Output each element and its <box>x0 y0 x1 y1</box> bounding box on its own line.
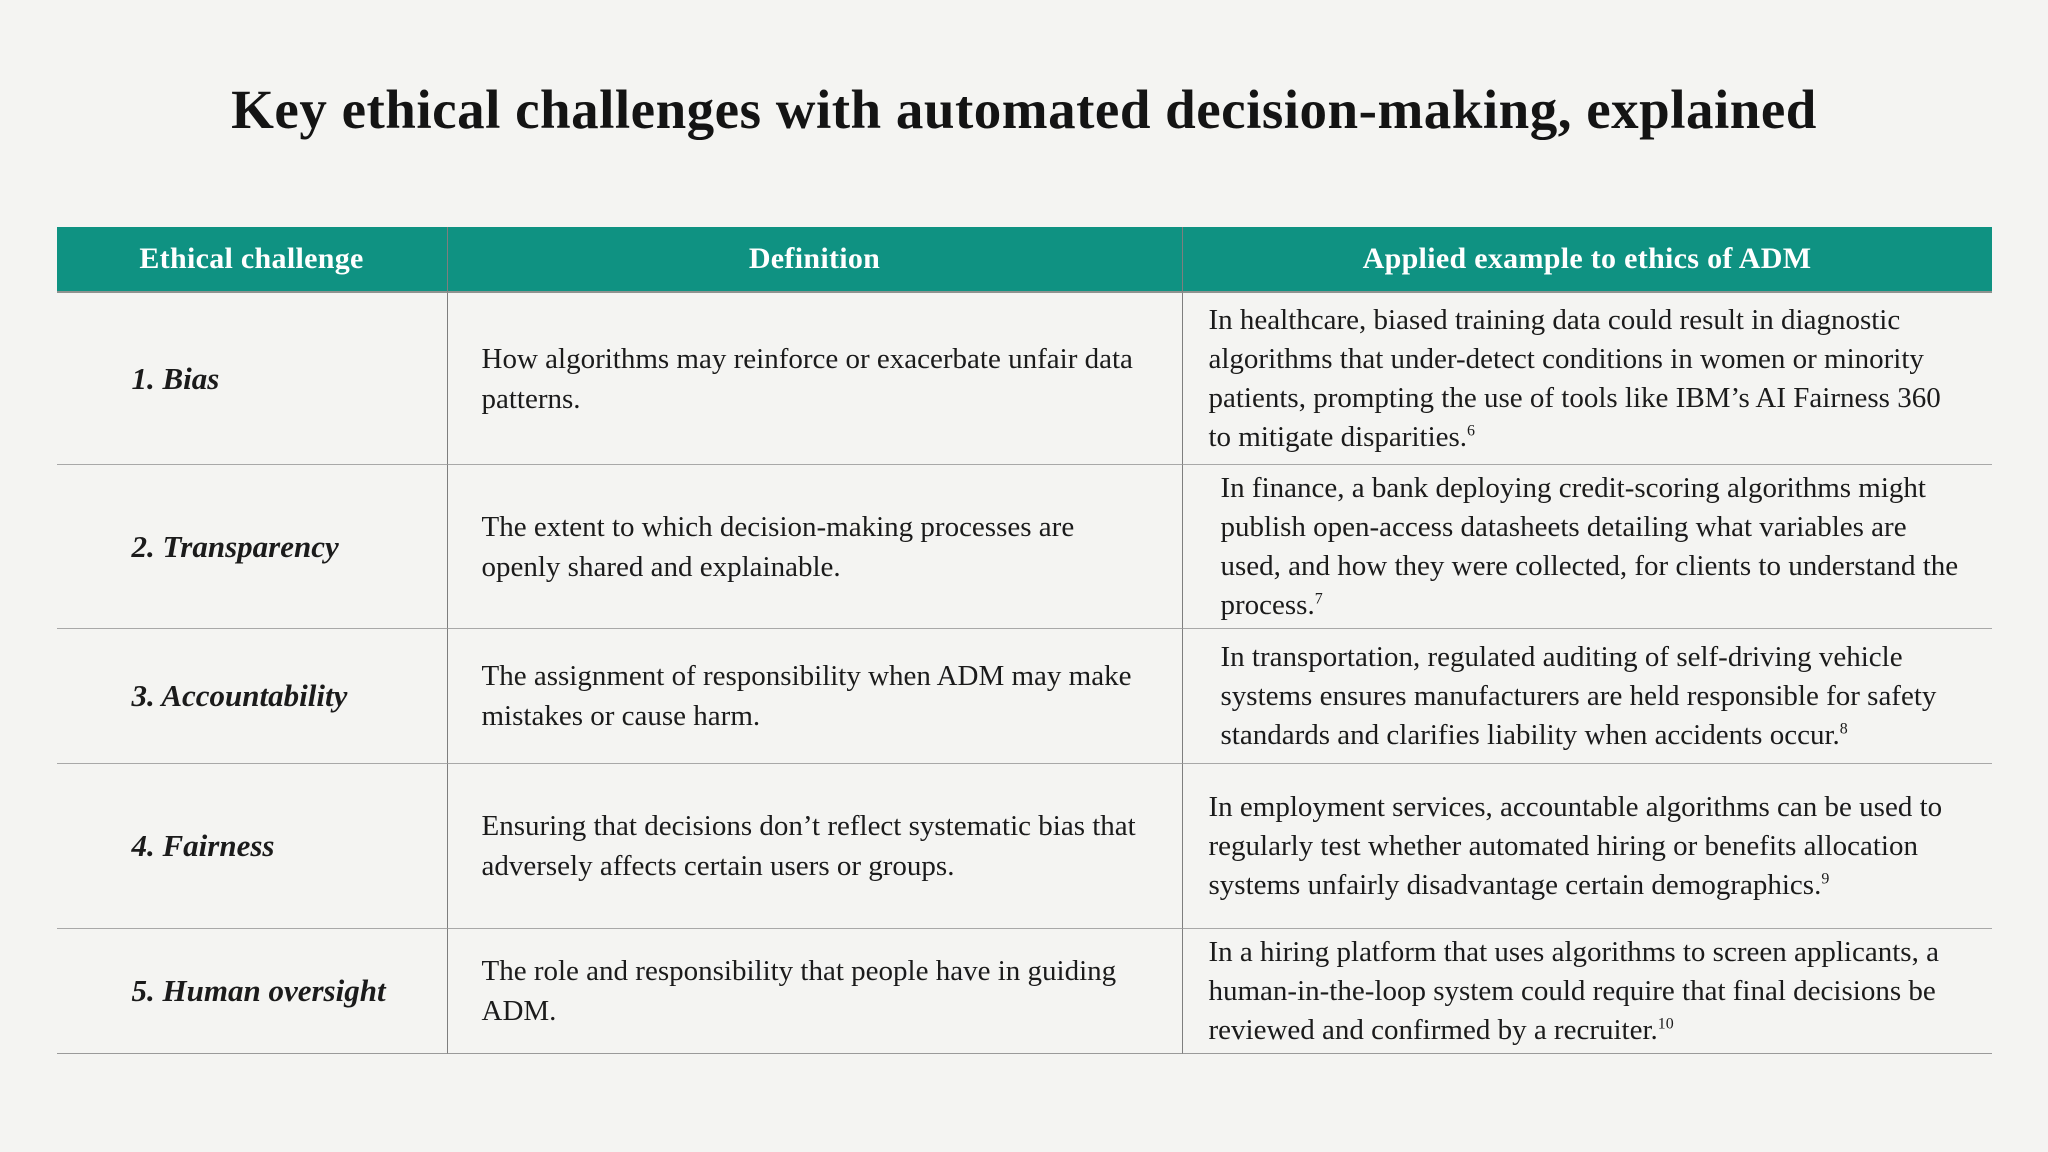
definition-text: The role and responsibility that people have in guiding ADM. <box>481 955 1117 1028</box>
row-accountability-example <box>1182 628 1992 763</box>
example-text: In healthcare, biased training data could result in diagnostic algorithms that under-detect conditions in women or minority patients, prompting the use of tools like IBM’s AI Fairness 360 to mitigate disparities.$^6$ <box>1208 304 1941 453</box>
example-text: In a hiring platform that uses algorithms to screen applicants, a human-in-the-loop system could require that final decisions be reviewed and confirmed by a recruiter.$^{10}$ <box>1208 935 1939 1046</box>
definition-text: Ensuring that decisions don’t reflect systematic bias that adversely affects certain users or groups. <box>481 810 1136 883</box>
page-title: Key ethical challenges with automated decision-making, explained <box>231 79 1817 140</box>
footnote-ref: 7 <box>1314 589 1323 607</box>
row-fairness-definition <box>447 763 1182 928</box>
example-text: In employment services, accountable algorithms can be used to regularly test whether automated hiring or benefits allocation systems unfairly disadvantage certain demographics.$^9$ <box>1208 790 1943 901</box>
row-human-oversight-example <box>1182 928 1992 1054</box>
example-text: In transportation, regulated auditing of self-driving vehicle systems ensures manufacturers are held responsible for safety standards and clarifies liability when accidents occur.$^8$ <box>1220 640 1937 751</box>
row-bias-example <box>1182 293 1992 464</box>
row-accountability-definition <box>447 628 1182 763</box>
column-header-ethical-challenge: Ethical challenge <box>57 227 447 293</box>
example-text: In finance, a bank deploying credit-scoring algorithms might publish open-access datasheets detailing what variables are used, and how they were collected, for clients to understand the process.$^7$ <box>1220 472 1959 621</box>
footnote-ref: 10 <box>1657 1015 1674 1033</box>
definition-text: The assignment of responsibility when ADM may make mistakes or cause harm. <box>481 660 1132 733</box>
footnote-ref: 9 <box>1821 870 1830 888</box>
column-header-definition: Definition <box>447 227 1182 293</box>
row-transparency-label: 2. Transparency <box>57 464 447 628</box>
row-transparency-definition <box>447 464 1182 628</box>
ethical-challenges-table <box>57 227 1992 1054</box>
column-header-applied-example: Applied example to ethics of ADM <box>1182 227 1992 293</box>
row-fairness-example <box>1182 763 1992 928</box>
footnote-ref: 6 <box>1467 421 1476 439</box>
definition-text: How algorithms may reinforce or exacerbate unfair data patterns. <box>481 342 1133 415</box>
row-human-oversight-definition <box>447 928 1182 1054</box>
row-bias-label: 1. Bias <box>131 360 220 396</box>
row-accountability-label: 3. Accountability <box>57 628 447 763</box>
row-transparency-example <box>1182 464 1992 628</box>
row-bias-definition <box>447 293 1182 464</box>
footnote-ref: 8 <box>1839 720 1848 738</box>
definition-text: The extent to which decision-making processes are openly shared and explainable. <box>481 510 1075 583</box>
row-fairness-label: 4. Fairness <box>57 763 447 928</box>
row-human-oversight-label: 5. Human oversight <box>57 928 447 1054</box>
